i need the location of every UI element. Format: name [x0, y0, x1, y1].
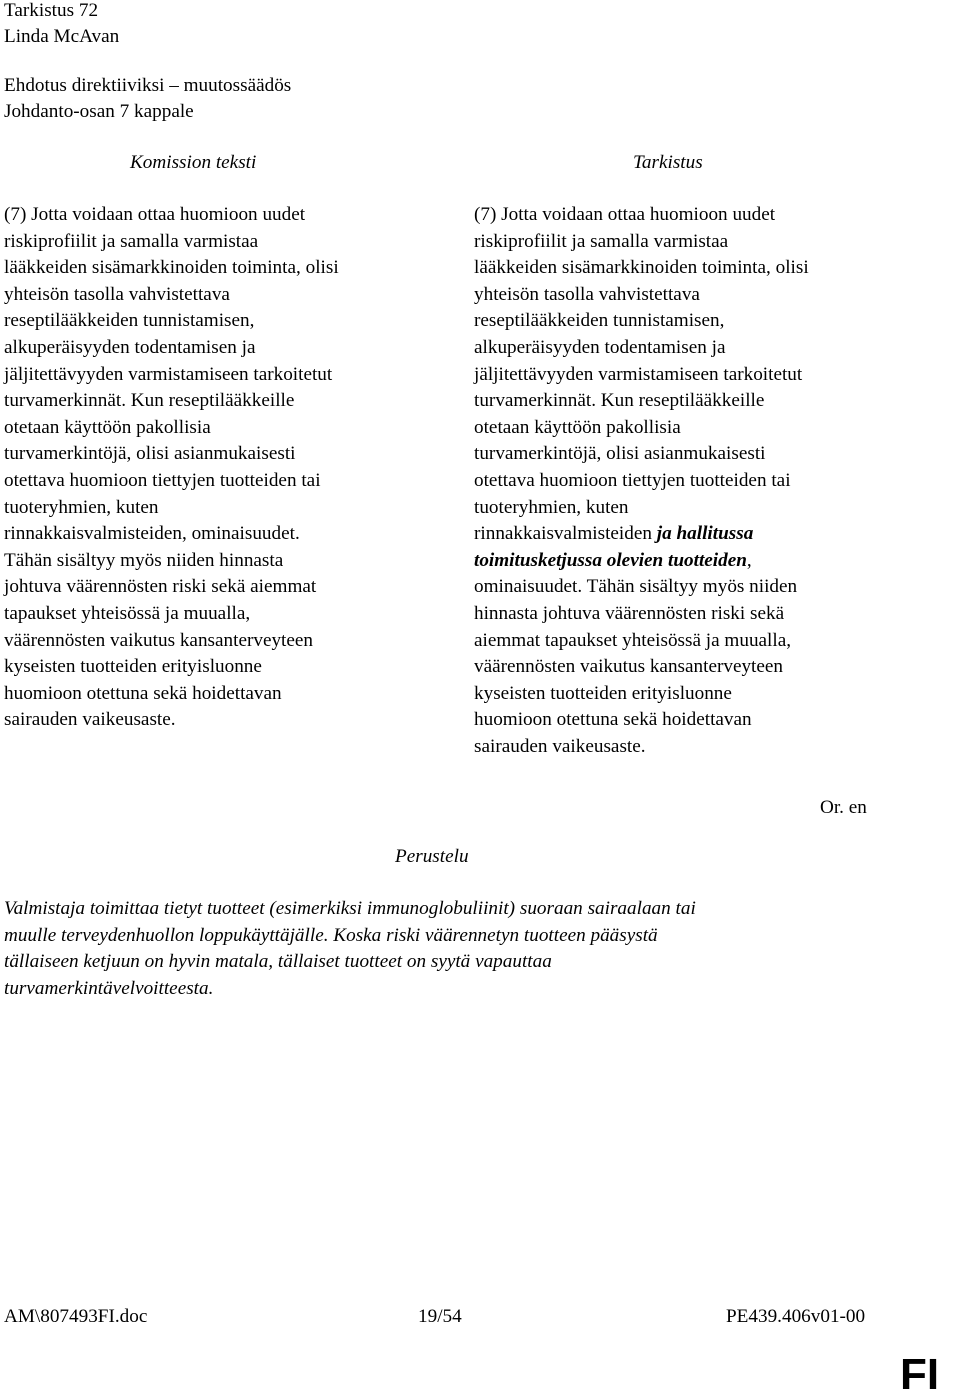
commission-text-line: otetaan käyttöön pakollisia — [4, 416, 211, 438]
amendment-text-line: turvamerkintöjä, olisi asianmukaisesti — [474, 443, 766, 465]
justification-line: muulle terveydenhuollon loppukäyttäjälle. Koska riski väärennetyn tuotteen pääsystä — [4, 924, 658, 946]
amendment-text-line: otettava huomioon tiettyjen tuotteiden tai — [474, 469, 791, 491]
justification-heading: Perustelu — [395, 846, 469, 867]
amendment-text-line: alkuperäisyyden todentamisen ja — [474, 336, 726, 358]
commission-text-line: Tähän sisältyy myös niiden hinnasta — [4, 549, 284, 571]
commission-text-line: yhteisön tasolla vahvistettava — [4, 283, 230, 305]
plain-punctuation: , — [746, 549, 752, 571]
commission-text-line: lääkkeiden sisämarkkinoiden toiminta, olisi — [4, 257, 339, 279]
justification-line: turvamerkintävelvoitteesta. — [4, 977, 214, 999]
amendment-text-line: lääkkeiden sisämarkkinoiden toiminta, olisi — [474, 257, 809, 279]
amended-line-2 — [474, 548, 809, 575]
amendment-text — [474, 202, 809, 760]
amendment-header — [4, 0, 119, 50]
amendment-text-line: yhteisön tasolla vahvistettava — [474, 283, 700, 305]
plain-text-fragment: rinnakkaisvalmisteiden — [474, 523, 657, 545]
commission-text-line: jäljitettävyyden varmistamiseen tarkoitetut — [4, 363, 333, 385]
amended-line-1 — [474, 521, 809, 548]
inserted-text-fragment-1: ja hallitussa — [656, 523, 754, 545]
right-column-heading: Tarkistus — [633, 152, 703, 173]
amendment-author: Linda McAvan — [4, 26, 120, 47]
amendment-text-line: reseptilääkkeiden tunnistamisen, — [474, 310, 725, 332]
amendment-text-line: riskiprofiilit ja samalla varmistaa — [474, 230, 729, 252]
commission-text-line: reseptilääkkeiden tunnistamisen, — [4, 310, 255, 332]
pe-reference: PE439.406v01-00 — [726, 1306, 866, 1327]
commission-text-line: väärennösten vaikutus kansanterveyteen — [4, 629, 314, 651]
amendment-text-line: ominaisuudet. Tähän sisältyy myös niiden — [474, 576, 798, 598]
commission-text-line: kyseisten tuotteiden erityisluonne — [4, 656, 262, 678]
commission-text-line: otettava huomioon tiettyjen tuotteiden tai — [4, 469, 321, 491]
proposal-info — [4, 73, 291, 125]
commission-text-line: alkuperäisyyden todentamisen ja — [4, 336, 256, 358]
commission-text-line: johtuva väärennösten riski sekä aiemmat — [4, 576, 317, 598]
proposal-location: Johdanto-osan 7 kappale — [4, 101, 194, 122]
commission-text-line: tapaukset yhteisössä ja muualla, — [4, 602, 251, 624]
left-column-heading: Komission teksti — [130, 152, 257, 173]
page-number: 19/54 — [418, 1306, 462, 1327]
language-code: FI — [900, 1350, 940, 1399]
amendment-text-line: kyseisten tuotteiden erityisluonne — [474, 682, 732, 704]
amendment-text-line: hinnasta johtuva väärennösten riski sekä — [474, 602, 785, 624]
justification-line: Valmistaja toimittaa tietyt tuotteet (esimerkiksi immunoglobuliinit) suoraan sairaalaan tai — [4, 898, 696, 919]
commission-text-line: tuoteryhmien, kuten — [4, 496, 159, 518]
commission-text-line: sairauden vaikeusaste. — [4, 709, 176, 731]
commission-text — [4, 202, 339, 734]
amendment-text-line: tuoteryhmien, kuten — [474, 496, 629, 518]
amendment-text-line: turvamerkinnät. Kun reseptilääkkeille — [474, 390, 765, 412]
commission-text-line: rinnakkaisvalmisteiden, ominaisuudet. — [4, 523, 300, 545]
justification-text — [4, 896, 696, 1002]
amendment-text-line: sairauden vaikeusaste. — [474, 735, 646, 757]
amendment-text-line: huomioon otettuna sekä hoidettavan — [474, 709, 752, 731]
commission-text-line: riskiprofiilit ja samalla varmistaa — [4, 230, 259, 252]
commission-text-line: huomioon otettuna sekä hoidettavan — [4, 682, 282, 704]
amendment-text-line: (7) Jotta voidaan ottaa huomioon uudet — [474, 204, 776, 225]
commission-text-line: turvamerkintöjä, olisi asianmukaisesti — [4, 443, 296, 465]
justification-line: tällaiseen ketjuun on hyvin matala, tällaiset tuotteet on syytä vapauttaa — [4, 951, 552, 973]
original-language: Or. en — [820, 797, 867, 818]
proposal-title: Ehdotus direktiiviksi – muutossäädös — [4, 75, 292, 96]
amendment-text-line: otetaan käyttöön pakollisia — [474, 416, 681, 438]
amendment-text-line: aiemmat tapaukset yhteisössä ja muualla, — [474, 629, 792, 651]
commission-text-line: turvamerkinnät. Kun reseptilääkkeille — [4, 390, 295, 412]
amendment-text-line: väärennösten vaikutus kansanterveyteen — [474, 656, 784, 678]
document-reference: AM\807493FI.doc — [4, 1306, 148, 1327]
amendment-text-line: jäljitettävyyden varmistamiseen tarkoitetut — [474, 363, 803, 385]
commission-text-line: (7) Jotta voidaan ottaa huomioon uudet — [4, 204, 306, 225]
amendment-number: Tarkistus 72 — [4, 0, 99, 21]
inserted-text-fragment-2: toimitusketjussa olevien tuotteiden — [474, 549, 747, 571]
